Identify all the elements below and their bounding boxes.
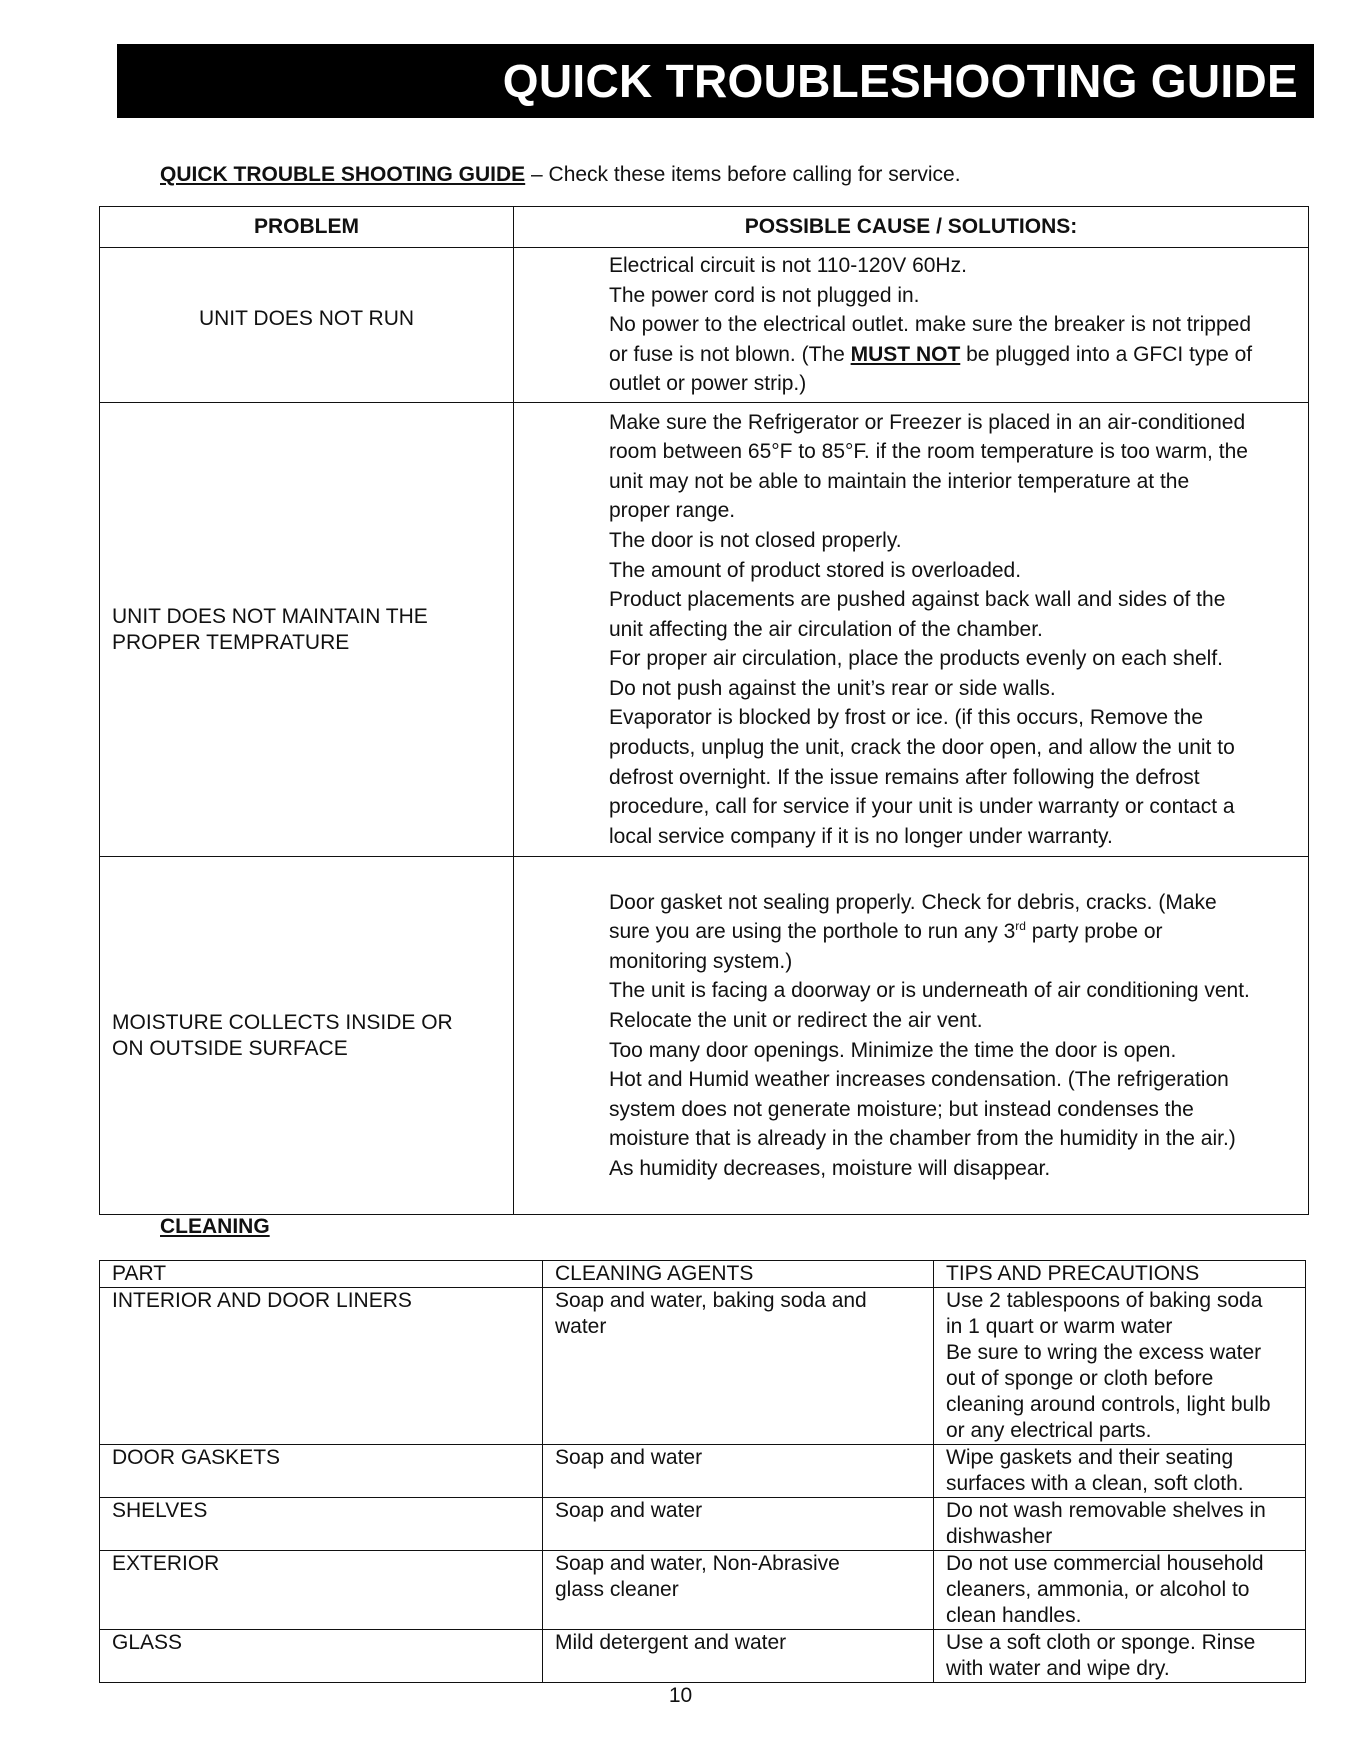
header-tips: TIPS AND PRECAUTIONS — [934, 1261, 1306, 1288]
page-banner: QUICK TROUBLESHOOTING GUIDE — [117, 44, 1314, 118]
intro-lead: QUICK TROUBLE SHOOTING GUIDE — [160, 163, 526, 186]
cause-line: The door is not closed properly. — [609, 528, 902, 552]
problem-text: UNIT DOES NOT MAINTAIN THE — [112, 604, 428, 628]
cause-line: local service company if it is no longer under warranty. — [609, 824, 1113, 848]
agent-line: Soap and water — [555, 1499, 703, 1522]
agents-cell — [543, 1630, 934, 1683]
cause-line: system does not generate moisture; but instead condenses the — [609, 1097, 1194, 1121]
cause-line — [609, 340, 1300, 370]
cause-line: The amount of product stored is overloaded. — [609, 558, 1022, 582]
agent-line: Soap and water, Non-Abrasive — [555, 1552, 840, 1575]
tip-line: with water and wipe dry. — [946, 1657, 1170, 1680]
tip-line: Use a soft cloth or sponge. Rinse — [946, 1631, 1256, 1654]
cleaning-row — [100, 1288, 1306, 1445]
cause-line: Hot and Humid weather increases condensation. (The refrigeration — [609, 1068, 1229, 1092]
troubleshooting-table — [99, 206, 1309, 1215]
header-problem: PROBLEM — [100, 207, 514, 248]
ordinal-suffix: rd — [1015, 919, 1026, 934]
part-cell: EXTERIOR — [100, 1551, 543, 1630]
cause-line: For proper air circulation, place the products evenly on each shelf. — [609, 647, 1223, 671]
tip-line: Use 2 tablespoons of baking soda — [946, 1289, 1263, 1312]
tips-cell — [934, 1498, 1306, 1551]
header-part: PART — [100, 1261, 543, 1288]
header-agents: CLEANING AGENTS — [543, 1261, 934, 1288]
cause-line: Too many door openings. Minimize the time the door is open. — [609, 1038, 1177, 1062]
causes-cell — [514, 403, 1309, 857]
cause-line: Make sure the Refrigerator or Freezer is placed in an air-conditioned — [609, 410, 1246, 434]
cause-line: unit may not be able to maintain the interior temperature at the — [609, 469, 1190, 493]
cleaning-table — [99, 1260, 1306, 1683]
intro-rest: – Check these items before calling for service. — [525, 163, 961, 186]
trouble-row-temperature — [100, 403, 1309, 857]
tip-line: clean handles. — [946, 1604, 1082, 1627]
part-cell: INTERIOR AND DOOR LINERS — [100, 1288, 543, 1445]
page-number: 10 — [668, 1684, 693, 1707]
tip-line: in 1 quart or warm water — [946, 1315, 1173, 1338]
tips-cell — [934, 1288, 1306, 1445]
cleaning-heading: CLEANING — [160, 1215, 270, 1238]
agent-line: water — [555, 1315, 607, 1338]
cause-line: Electrical circuit is not 110-120V 60Hz. — [609, 254, 967, 278]
part-cell: SHELVES — [100, 1498, 543, 1551]
cause-line: moisture that is already in the chamber from the humidity in the air.) — [609, 1127, 1236, 1151]
cause-line: As humidity decreases, moisture will disappear. — [609, 1156, 1051, 1180]
problem-text: ON OUTSIDE SURFACE — [112, 1036, 348, 1060]
part-cell: GLASS — [100, 1630, 543, 1683]
tips-cell — [934, 1551, 1306, 1630]
cause-line — [609, 917, 1300, 947]
cause-line-part: be plugged into a GFCI type of — [960, 342, 1253, 366]
tip-line: Do not use commercial household — [946, 1552, 1264, 1575]
cause-line: Do not push against the unit’s rear or side walls. — [609, 676, 1056, 700]
agents-cell — [543, 1288, 934, 1445]
agents-cell — [543, 1551, 934, 1630]
cause-line: defrost overnight. If the issue remains after following the defrost — [609, 765, 1200, 789]
cause-line: room between 65°F to 85°F. if the room temperature is too warm, the — [609, 440, 1248, 464]
cause-line: outlet or power strip.) — [609, 372, 807, 396]
tip-line: or any electrical parts. — [946, 1419, 1152, 1442]
header-causes: POSSIBLE CAUSE / SOLUTIONS: — [514, 207, 1309, 248]
tip-line: out of sponge or cloth before — [946, 1367, 1214, 1390]
cleaning-row — [100, 1630, 1306, 1683]
agents-cell — [543, 1498, 934, 1551]
agent-line: Soap and water — [555, 1446, 703, 1469]
cause-line: monitoring system.) — [609, 949, 793, 973]
tips-cell — [934, 1445, 1306, 1498]
cause-line: procedure, call for service if your unit is under warranty or contact a — [609, 795, 1235, 819]
troubleshooting-header-row — [100, 207, 1309, 248]
trouble-row-moisture — [100, 857, 1309, 1215]
tip-line: Be sure to wring the excess water — [946, 1341, 1262, 1364]
cause-line: Evaporator is blocked by frost or ice. (if this occurs, Remove the — [609, 706, 1204, 730]
cause-line: proper range. — [609, 499, 736, 523]
tip-line: dishwasher — [946, 1525, 1053, 1548]
tip-line: surfaces with a clean, soft cloth. — [946, 1472, 1244, 1495]
cause-line: The unit is facing a doorway or is underneath of air conditioning vent. — [609, 979, 1250, 1003]
cause-line-part: party probe or — [1025, 920, 1163, 944]
cleaning-header-row — [100, 1261, 1306, 1288]
cause-line-part: or fuse is not blown. (The — [609, 342, 851, 366]
agents-cell — [543, 1445, 934, 1498]
cause-line: Product placements are pushed against back wall and sides of the — [609, 588, 1226, 612]
cause-line: products, unplug the unit, crack the door open, and allow the unit to — [609, 736, 1235, 760]
tip-line: cleaning around controls, light bulb — [946, 1393, 1271, 1416]
tips-cell — [934, 1630, 1306, 1683]
cause-line-part: sure you are using the porthole to run any 3 — [609, 920, 1016, 944]
problem-text: UNIT DOES NOT RUN — [198, 307, 415, 331]
cleaning-row — [100, 1445, 1306, 1498]
problem-cell — [100, 403, 514, 857]
must-not-emphasis: MUST NOT — [850, 342, 961, 366]
problem-cell — [100, 248, 514, 403]
problem-text: PROPER TEMPRATURE — [112, 630, 350, 654]
tip-line: Wipe gaskets and their seating — [946, 1446, 1234, 1469]
tip-line: Do not wash removable shelves in — [946, 1499, 1266, 1522]
agent-line: Soap and water, baking soda and — [555, 1289, 867, 1312]
agent-line: glass cleaner — [555, 1578, 679, 1601]
problem-text: MOISTURE COLLECTS INSIDE OR — [112, 1010, 453, 1034]
causes-cell — [514, 857, 1309, 1215]
agent-line: Mild detergent and water — [555, 1631, 787, 1654]
cause-line: Relocate the unit or redirect the air vent. — [609, 1008, 983, 1032]
causes-cell — [514, 248, 1309, 403]
intro-line — [160, 162, 961, 188]
cause-line: The power cord is not plugged in. — [609, 283, 920, 307]
cause-line: unit affecting the air circulation of the chamber. — [609, 617, 1043, 641]
cleaning-row — [100, 1551, 1306, 1630]
cleaning-row — [100, 1498, 1306, 1551]
tip-line: cleaners, ammonia, or alcohol to — [946, 1578, 1250, 1601]
problem-cell — [100, 857, 514, 1215]
trouble-row-unit-not-run — [100, 248, 1309, 403]
part-cell: DOOR GASKETS — [100, 1445, 543, 1498]
cause-line: Door gasket not sealing properly. Check for debris, cracks. (Make — [609, 890, 1217, 914]
cause-line: No power to the electrical outlet. make sure the breaker is not tripped — [609, 313, 1251, 337]
